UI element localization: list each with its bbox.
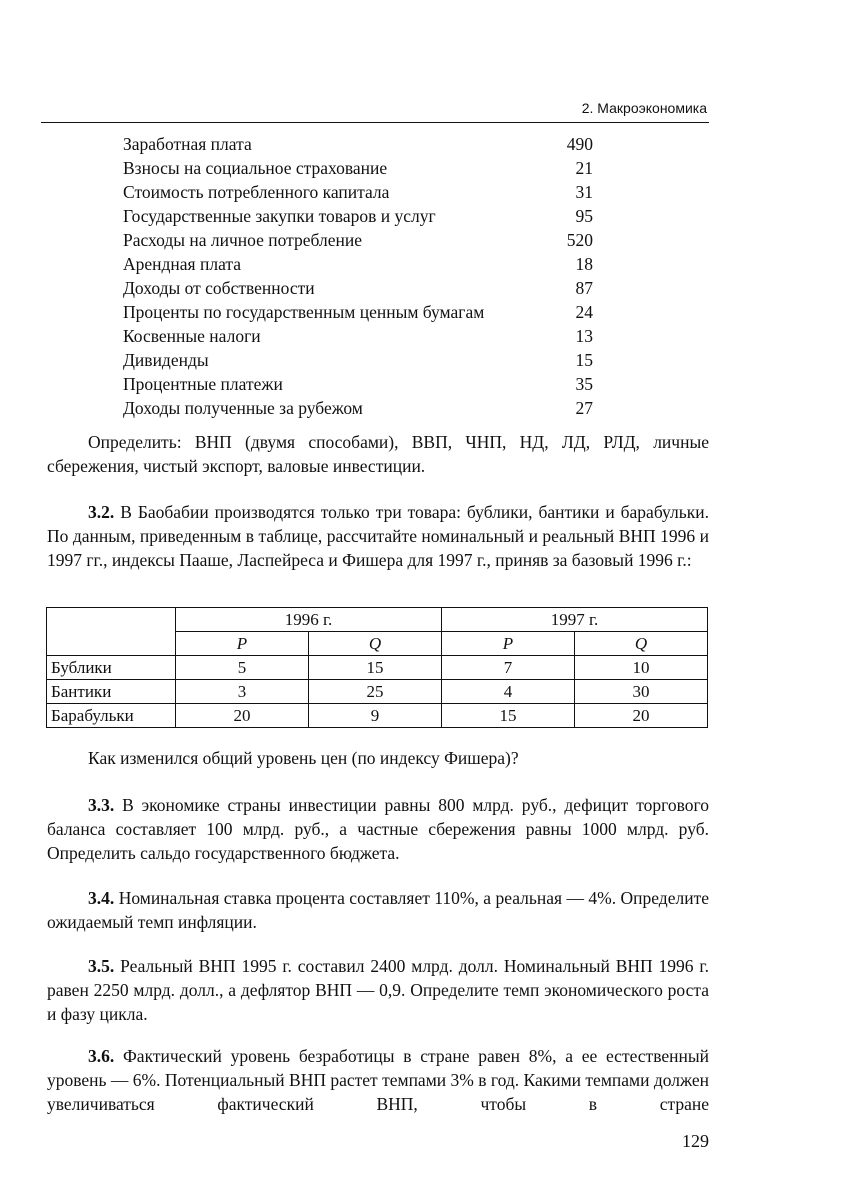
table-cell: 5 xyxy=(176,656,309,680)
table-row xyxy=(47,704,708,728)
problem-3-6 xyxy=(47,1044,709,1116)
table-subheader: P xyxy=(442,632,575,656)
list-item xyxy=(123,348,593,372)
table-row xyxy=(47,680,708,704)
list-item-value: 520 xyxy=(566,230,593,250)
list-item-value: 13 xyxy=(575,326,593,346)
table-year-1996: 1996 г. xyxy=(176,608,442,632)
values-list xyxy=(123,132,593,420)
list-item xyxy=(123,300,593,324)
page-number: 129 xyxy=(682,1131,709,1151)
table-subheader: Q xyxy=(309,632,442,656)
table-cell: 25 xyxy=(309,680,442,704)
list-item-value: 490 xyxy=(566,134,593,154)
table-cell: 20 xyxy=(575,704,708,728)
table-year-row xyxy=(47,608,708,632)
problem-3-4 xyxy=(47,886,709,934)
chapter-title: 2. Макроэкономика xyxy=(581,100,707,116)
table-cell: 30 xyxy=(575,680,708,704)
table-row-label: Бантики xyxy=(47,680,176,704)
table-cell: 10 xyxy=(575,656,708,680)
table-corner-cell xyxy=(47,608,176,656)
table-cell: 9 xyxy=(309,704,442,728)
table-cell: 15 xyxy=(442,704,575,728)
list-item-value: 31 xyxy=(575,182,593,202)
table-subheader: Q xyxy=(575,632,708,656)
table-year-1997: 1997 г. xyxy=(442,608,708,632)
problem-number: 3.6. xyxy=(88,1046,115,1066)
problem-number: 3.2. xyxy=(88,502,115,522)
list-item xyxy=(123,228,593,252)
table-subheader: P xyxy=(176,632,309,656)
list-item-value: 15 xyxy=(575,350,593,370)
list-item-value: 35 xyxy=(575,374,593,394)
running-header xyxy=(41,98,709,123)
table-cell: 3 xyxy=(176,680,309,704)
list-item-label: Государственные закупки товаров и услуг xyxy=(123,206,436,226)
list-item-value: 27 xyxy=(575,398,593,418)
table-cell: 4 xyxy=(442,680,575,704)
list-item xyxy=(123,276,593,300)
list-item-label: Проценты по государственным ценным бумагам xyxy=(123,302,485,322)
table-cell: 15 xyxy=(309,656,442,680)
list-item-value: 95 xyxy=(575,206,593,226)
problem-number: 3.4. xyxy=(88,888,115,908)
list-item-value: 18 xyxy=(575,254,593,274)
problem-3-2 xyxy=(47,500,709,572)
list-item xyxy=(123,204,593,228)
list-item-label: Доходы от собственности xyxy=(123,278,315,298)
problem-number: 3.5. xyxy=(88,956,115,976)
table-row-label: Барабульки xyxy=(47,704,176,728)
list-item-label: Расходы на личное потребление xyxy=(123,230,363,250)
list-item-label: Дивиденды xyxy=(123,350,209,370)
table-cell: 20 xyxy=(176,704,309,728)
list-item-label: Арендная плата xyxy=(123,254,242,274)
table-cell: 7 xyxy=(442,656,575,680)
problem-text: Фактический уровень безработицы в стране равен 8%, а ее естественный уровень — 6%. Потенциальный ВНП растет темпами 3% в год. Какими темпами должен увеличиваться фактический ВНП, чтобы в стране xyxy=(47,1046,709,1114)
list-item-value: 87 xyxy=(575,278,593,298)
list-item-label: Взносы на социальное страхование xyxy=(123,158,388,178)
list-item-value: 24 xyxy=(575,302,593,322)
table-row xyxy=(47,656,708,680)
problem-text: В экономике страны инвестиции равны 800 млрд. руб., дефицит торгового баланса составляет 100 млрд. руб., а частные сбережения равны 1000 млрд. руб. Определить сальдо государственного бюджета. xyxy=(47,795,709,863)
problem-text: Реальный ВНП 1995 г. составил 2400 млрд. долл. Номинальный ВНП 1996 г. равен 2250 млрд. долл., а дефлятор ВНП — 0,9. Определите темп экономического роста и фазу цикла. xyxy=(47,956,710,1024)
list-item xyxy=(123,180,593,204)
list-item-label: Косвенные налоги xyxy=(123,326,261,346)
list-item-label: Стоимость потребленного капитала xyxy=(123,182,390,202)
list-item xyxy=(123,252,593,276)
list-item-label: Доходы полученные за рубежом xyxy=(123,398,363,418)
problem-3-5 xyxy=(47,954,709,1026)
list-item xyxy=(123,156,593,180)
price-quantity-table xyxy=(46,607,708,728)
problem-3-3 xyxy=(47,793,709,865)
problem-text: Номинальная ставка процента составляет 110%, а реальная — 4%. Определите ожидаемый темп инфляции. xyxy=(47,888,709,932)
list-item-label: Заработная плата xyxy=(123,134,252,154)
list-item xyxy=(123,132,593,156)
list-item-label: Процентные платежи xyxy=(123,374,283,394)
problem-number: 3.3. xyxy=(88,795,115,815)
list-item xyxy=(123,372,593,396)
task-define-text: Определить: ВНП (двумя способами), ВВП, ЧНП, НД, ЛД, РЛД, личные сбережения, чистый экспорт, валовые инвестиции. xyxy=(47,432,709,476)
table-row-label: Бублики xyxy=(47,656,176,680)
list-item-value: 21 xyxy=(575,158,593,178)
list-item xyxy=(123,396,593,420)
fisher-question: Как изменился общий уровень цен (по индексу Фишера)? xyxy=(88,748,519,768)
problem-text: В Баобабии производятся только три товара: бублики, бантики и барабульки. По данным, приведенным в таблице, рассчитайте номинальный и реальный ВНП 1996 и 1997 гг., индексы Пааше, Ласпейреса и Фишера для 1997 г., приняв за базовый 1996 г.: xyxy=(47,502,709,570)
list-item xyxy=(123,324,593,348)
